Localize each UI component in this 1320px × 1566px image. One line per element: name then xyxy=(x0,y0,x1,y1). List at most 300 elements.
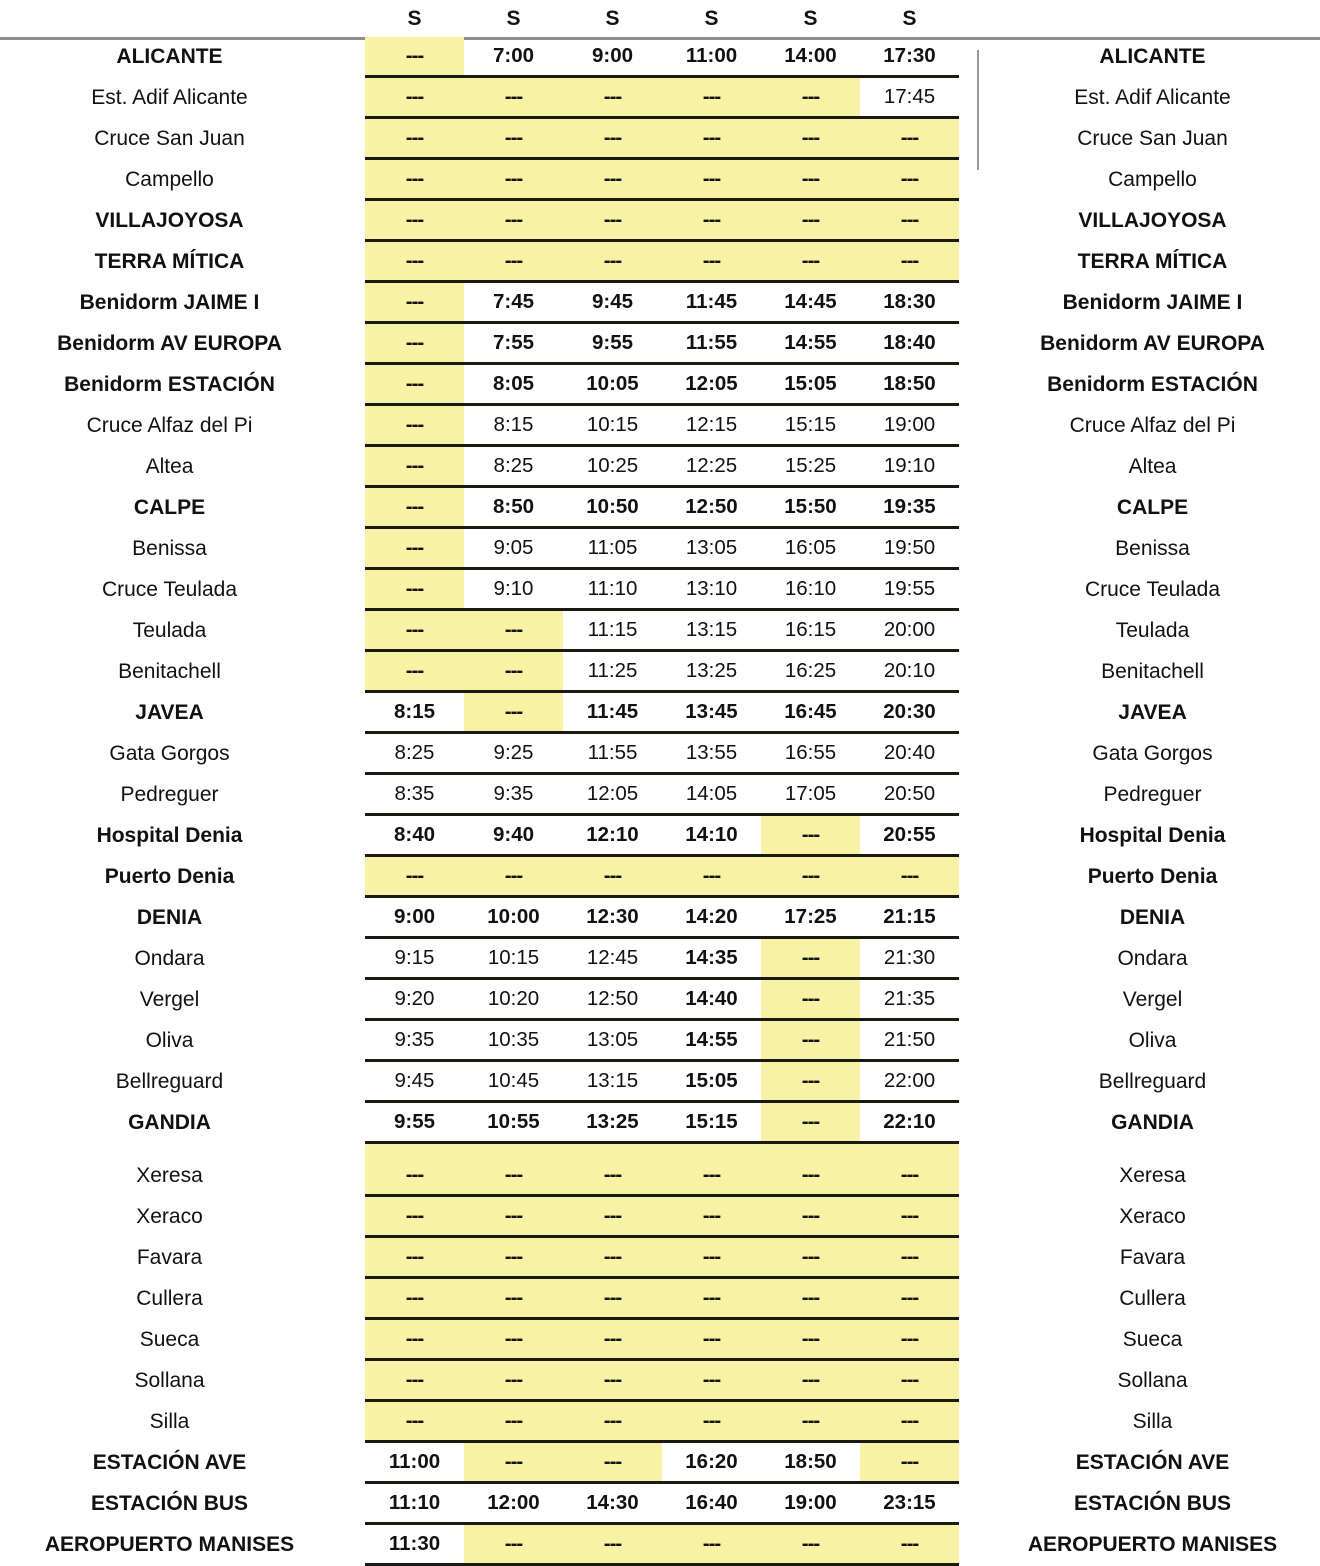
station-label-left: Benidorm JAIME I xyxy=(79,290,260,314)
time-cell: 12:10 xyxy=(563,815,662,856)
time-cell: 12:05 xyxy=(563,774,662,815)
time-cell: 12:05 xyxy=(662,364,761,405)
station-label-right: Silla xyxy=(1132,1409,1173,1433)
time-cell: 14:20 xyxy=(662,897,761,938)
time-cell: --- xyxy=(662,1278,761,1319)
table-row xyxy=(0,323,1320,364)
time-cell: --- xyxy=(860,1196,959,1237)
time-cell: 17:45 xyxy=(860,77,959,118)
time-cell: --- xyxy=(860,1401,959,1442)
table-row xyxy=(0,692,1320,733)
time-cell: 7:55 xyxy=(464,323,563,364)
station-label-left: DENIA xyxy=(136,905,203,929)
table-row xyxy=(0,1237,1320,1278)
station-label-left: Silla xyxy=(149,1409,190,1433)
table-row xyxy=(0,938,1320,979)
time-cell: 13:15 xyxy=(563,1061,662,1102)
time-cell: 14:45 xyxy=(761,282,860,323)
time-cell: --- xyxy=(563,1442,662,1483)
time-cell: --- xyxy=(365,1196,464,1237)
time-cell: --- xyxy=(761,118,860,159)
time-cell: --- xyxy=(464,1196,563,1237)
time-cell: 10:50 xyxy=(563,487,662,528)
time-cell: --- xyxy=(662,118,761,159)
time-cell: 13:05 xyxy=(662,528,761,569)
time-cell: 18:50 xyxy=(761,1442,860,1483)
station-label-left: Oliva xyxy=(145,1028,194,1052)
time-cell: 18:40 xyxy=(860,323,959,364)
time-cell: 15:05 xyxy=(761,364,860,405)
time-cell: --- xyxy=(464,1156,563,1196)
time-cell: 15:25 xyxy=(761,446,860,487)
table-row xyxy=(0,1156,1320,1196)
time-cell: 10:05 xyxy=(563,364,662,405)
time-cell: --- xyxy=(365,282,464,323)
station-label-left: ESTACIÓN BUS xyxy=(90,1491,249,1515)
time-cell: 21:15 xyxy=(860,897,959,938)
time-cell: 9:25 xyxy=(464,733,563,774)
station-label-left: Campello xyxy=(125,167,214,191)
station-label-left: Pedreguer xyxy=(120,782,219,806)
table-row xyxy=(0,118,1320,159)
time-cell: --- xyxy=(860,856,959,897)
station-label-right: Teulada xyxy=(1115,618,1190,642)
table-row xyxy=(0,979,1320,1020)
table-row xyxy=(0,528,1320,569)
station-label-right: Vergel xyxy=(1122,987,1183,1011)
time-cell: --- xyxy=(563,1237,662,1278)
table-row xyxy=(0,364,1320,405)
time-cell: 9:20 xyxy=(365,979,464,1020)
time-cell: --- xyxy=(365,446,464,487)
time-cell: 14:55 xyxy=(662,1020,761,1061)
time-cell: 8:50 xyxy=(464,487,563,528)
time-cell: 20:50 xyxy=(860,774,959,815)
time-cell: --- xyxy=(365,610,464,651)
time-cell: --- xyxy=(662,1156,761,1196)
station-label-left: Teulada xyxy=(132,618,207,642)
time-cell: 11:45 xyxy=(563,692,662,733)
time-cell: --- xyxy=(563,1278,662,1319)
table-row xyxy=(0,1524,1320,1565)
station-label-right: Benitachell xyxy=(1101,659,1204,683)
station-label-right: Bellreguard xyxy=(1098,1069,1207,1093)
time-cell: 16:05 xyxy=(761,528,860,569)
time-cell: --- xyxy=(464,856,563,897)
time-cell: 9:35 xyxy=(365,1020,464,1061)
station-label-left: Vergel xyxy=(139,987,200,1011)
time-cell: --- xyxy=(662,159,761,200)
table-row xyxy=(0,1020,1320,1061)
time-cell: --- xyxy=(860,1442,959,1483)
time-cell: 15:05 xyxy=(662,1061,761,1102)
table-row xyxy=(0,1102,1320,1143)
time-cell: 19:35 xyxy=(860,487,959,528)
time-cell: --- xyxy=(761,1278,860,1319)
time-cell: --- xyxy=(662,1360,761,1401)
table-row xyxy=(0,856,1320,897)
time-cell: 12:15 xyxy=(662,405,761,446)
time-cell: --- xyxy=(365,1319,464,1360)
station-label-left: ESTACIÓN AVE xyxy=(92,1450,247,1474)
time-cell: 23:15 xyxy=(860,1483,959,1524)
time-cell: 16:40 xyxy=(662,1483,761,1524)
station-label-right: JAVEA xyxy=(1118,700,1187,724)
spacer-cell xyxy=(662,1143,761,1157)
time-cell: --- xyxy=(761,1360,860,1401)
time-cell: 8:25 xyxy=(365,733,464,774)
time-cell: --- xyxy=(563,1156,662,1196)
station-label-right: Puerto Denia xyxy=(1087,864,1218,888)
table-row xyxy=(0,282,1320,323)
time-cell: 20:00 xyxy=(860,610,959,651)
service-mark-3: S xyxy=(605,6,620,30)
service-mark-6: S xyxy=(902,6,917,30)
time-cell: --- xyxy=(365,1360,464,1401)
table-row xyxy=(0,1442,1320,1483)
time-cell: 9:10 xyxy=(464,569,563,610)
time-cell: --- xyxy=(860,1360,959,1401)
time-cell: 9:00 xyxy=(563,37,662,77)
station-label-left: Est. Adif Alicante xyxy=(91,85,248,109)
time-cell: --- xyxy=(761,1156,860,1196)
service-mark-2: S xyxy=(506,6,521,30)
station-label-left: Xeraco xyxy=(136,1204,203,1228)
time-cell: 13:15 xyxy=(662,610,761,651)
time-cell: --- xyxy=(860,1156,959,1196)
time-cell: --- xyxy=(761,815,860,856)
time-cell: 11:30 xyxy=(365,1524,464,1565)
table-row xyxy=(0,446,1320,487)
station-label-right: Benidorm ESTACIÓN xyxy=(1047,372,1258,396)
time-cell: --- xyxy=(365,1278,464,1319)
time-cell: 21:35 xyxy=(860,979,959,1020)
time-cell: --- xyxy=(761,200,860,241)
time-cell: --- xyxy=(761,979,860,1020)
time-cell: 13:55 xyxy=(662,733,761,774)
time-cell: --- xyxy=(464,200,563,241)
table-row xyxy=(0,1401,1320,1442)
time-cell: 13:05 xyxy=(563,1020,662,1061)
time-cell: --- xyxy=(761,856,860,897)
time-cell: 11:25 xyxy=(563,651,662,692)
station-label-left: Benissa xyxy=(132,536,207,560)
time-cell: --- xyxy=(464,610,563,651)
station-label-right: Sollana xyxy=(1117,1368,1188,1392)
time-cell: 14:40 xyxy=(662,979,761,1020)
station-label-right: Benidorm JAIME I xyxy=(1062,290,1243,314)
time-cell: 11:45 xyxy=(662,282,761,323)
time-cell: 10:55 xyxy=(464,1102,563,1143)
header-row xyxy=(0,0,1320,37)
station-label-left: Cruce San Juan xyxy=(94,126,245,150)
time-cell: 22:10 xyxy=(860,1102,959,1143)
time-cell: 11:10 xyxy=(365,1483,464,1524)
row-spacer xyxy=(0,1143,1320,1157)
time-cell: --- xyxy=(563,159,662,200)
time-cell: 14:00 xyxy=(761,37,860,77)
spacer-cell xyxy=(365,1143,464,1157)
time-cell: 14:10 xyxy=(662,815,761,856)
spacer-cell xyxy=(860,1143,959,1157)
spacer-cell xyxy=(563,1143,662,1157)
time-cell: --- xyxy=(761,77,860,118)
header-spacer-left xyxy=(0,0,365,37)
time-cell: --- xyxy=(563,1360,662,1401)
time-cell: 11:00 xyxy=(662,37,761,77)
station-label-left: CALPE xyxy=(133,495,206,519)
table-row xyxy=(0,569,1320,610)
time-cell: 10:15 xyxy=(563,405,662,446)
table-row xyxy=(0,774,1320,815)
time-cell: --- xyxy=(761,1196,860,1237)
time-cell: 11:10 xyxy=(563,569,662,610)
table-row xyxy=(0,37,1320,77)
station-label-right: DENIA xyxy=(1119,905,1186,929)
time-cell: --- xyxy=(464,1237,563,1278)
time-cell: --- xyxy=(761,159,860,200)
table-row xyxy=(0,405,1320,446)
station-label-right: Ondara xyxy=(1117,946,1188,970)
station-label-right: ESTACIÓN AVE xyxy=(1075,1450,1230,1474)
time-cell: --- xyxy=(365,405,464,446)
station-label-left: Benitachell xyxy=(118,659,221,683)
table-row xyxy=(0,1061,1320,1102)
service-mark-5: S xyxy=(803,6,818,30)
table-row xyxy=(0,1360,1320,1401)
time-cell: 7:00 xyxy=(464,37,563,77)
time-cell: 22:00 xyxy=(860,1061,959,1102)
station-label-left: Gata Gorgos xyxy=(109,741,230,765)
time-cell: --- xyxy=(860,118,959,159)
station-label-right: ALICANTE xyxy=(1099,45,1206,69)
station-label-left: Favara xyxy=(136,1245,203,1269)
time-cell: --- xyxy=(563,241,662,282)
time-cell: --- xyxy=(563,1401,662,1442)
station-label-left: Puerto Denia xyxy=(104,864,235,888)
time-cell: 8:35 xyxy=(365,774,464,815)
time-cell: 10:00 xyxy=(464,897,563,938)
spacer-cell xyxy=(761,1143,860,1157)
time-cell: --- xyxy=(464,1524,563,1565)
time-cell: --- xyxy=(464,159,563,200)
time-cell: --- xyxy=(761,1401,860,1442)
time-cell: --- xyxy=(662,77,761,118)
time-cell: --- xyxy=(365,323,464,364)
time-cell: --- xyxy=(365,856,464,897)
time-cell: 11:55 xyxy=(563,733,662,774)
time-cell: 9:00 xyxy=(365,897,464,938)
time-cell: 9:05 xyxy=(464,528,563,569)
station-label-right: ESTACIÓN BUS xyxy=(1073,1491,1232,1515)
time-cell: --- xyxy=(365,487,464,528)
time-cell: --- xyxy=(464,241,563,282)
time-cell: 8:05 xyxy=(464,364,563,405)
time-cell: 13:45 xyxy=(662,692,761,733)
time-cell: 8:15 xyxy=(464,405,563,446)
station-label-left: Hospital Denia xyxy=(96,823,243,847)
time-cell: --- xyxy=(860,1524,959,1565)
time-cell: --- xyxy=(860,1237,959,1278)
time-cell: --- xyxy=(464,77,563,118)
station-label-left: Xeresa xyxy=(136,1164,203,1188)
time-cell: 14:35 xyxy=(662,938,761,979)
station-label-left: GANDIA xyxy=(128,1110,211,1134)
time-cell: --- xyxy=(761,1319,860,1360)
time-cell: --- xyxy=(761,1524,860,1565)
time-cell: 11:55 xyxy=(662,323,761,364)
station-label-left: Cruce Alfaz del Pi xyxy=(86,413,253,437)
station-label-left: Bellreguard xyxy=(115,1069,224,1093)
time-cell: 19:00 xyxy=(860,405,959,446)
time-cell: 19:10 xyxy=(860,446,959,487)
time-cell: --- xyxy=(365,37,464,77)
station-label-right: Gata Gorgos xyxy=(1092,741,1213,765)
station-label-left: Cruce Teulada xyxy=(101,577,238,601)
time-cell: --- xyxy=(860,241,959,282)
time-cell: --- xyxy=(662,241,761,282)
header-spacer-right xyxy=(959,0,1320,37)
service-mark-1: S xyxy=(407,6,422,30)
time-cell: 16:20 xyxy=(662,1442,761,1483)
time-cell: --- xyxy=(365,200,464,241)
time-cell: 8:15 xyxy=(365,692,464,733)
time-cell: 15:50 xyxy=(761,487,860,528)
time-cell: 17:30 xyxy=(860,37,959,77)
time-cell: 12:45 xyxy=(563,938,662,979)
time-cell: --- xyxy=(860,159,959,200)
time-cell: 12:25 xyxy=(662,446,761,487)
station-label-left: Cullera xyxy=(136,1286,203,1310)
time-cell: 15:15 xyxy=(761,405,860,446)
station-label-left: Benidorm ESTACIÓN xyxy=(64,372,275,396)
station-label-right: Favara xyxy=(1119,1245,1186,1269)
time-cell: --- xyxy=(662,1196,761,1237)
time-cell: 9:15 xyxy=(365,938,464,979)
time-cell: 20:10 xyxy=(860,651,959,692)
time-cell: 14:55 xyxy=(761,323,860,364)
time-cell: --- xyxy=(761,1102,860,1143)
station-label-right: TERRA MÍTICA xyxy=(1077,249,1228,273)
time-cell: 7:45 xyxy=(464,282,563,323)
time-cell: 17:05 xyxy=(761,774,860,815)
table-row xyxy=(0,1319,1320,1360)
station-label-right: Sueca xyxy=(1122,1327,1183,1351)
station-label-right: CALPE xyxy=(1116,495,1189,519)
station-label-right: Campello xyxy=(1108,167,1197,191)
time-cell: --- xyxy=(662,856,761,897)
time-cell: --- xyxy=(464,1319,563,1360)
time-cell: 10:45 xyxy=(464,1061,563,1102)
time-cell: 16:25 xyxy=(761,651,860,692)
time-cell: --- xyxy=(761,938,860,979)
time-cell: --- xyxy=(464,1360,563,1401)
time-cell: 20:55 xyxy=(860,815,959,856)
time-cell: 15:15 xyxy=(662,1102,761,1143)
time-cell: 9:45 xyxy=(563,282,662,323)
time-cell: 10:25 xyxy=(563,446,662,487)
time-cell: 13:25 xyxy=(662,651,761,692)
table-row xyxy=(0,1278,1320,1319)
spacer-right xyxy=(959,1143,1320,1157)
time-cell: 10:15 xyxy=(464,938,563,979)
time-cell: --- xyxy=(365,1156,464,1196)
time-cell: --- xyxy=(365,569,464,610)
time-cell: --- xyxy=(761,1061,860,1102)
time-cell: --- xyxy=(365,241,464,282)
station-label-left: Sueca xyxy=(139,1327,200,1351)
time-cell: --- xyxy=(365,651,464,692)
time-cell: --- xyxy=(563,1196,662,1237)
station-label-right: Cruce Alfaz del Pi xyxy=(1069,413,1236,437)
time-cell: --- xyxy=(365,1237,464,1278)
time-cell: --- xyxy=(860,1319,959,1360)
station-label-right: Oliva xyxy=(1128,1028,1177,1052)
station-label-right: Cruce San Juan xyxy=(1077,126,1228,150)
time-cell: 16:15 xyxy=(761,610,860,651)
time-cell: --- xyxy=(464,1442,563,1483)
time-cell: 19:00 xyxy=(761,1483,860,1524)
time-cell: --- xyxy=(464,118,563,159)
time-cell: 11:05 xyxy=(563,528,662,569)
time-cell: --- xyxy=(662,1524,761,1565)
station-label-right: Est. Adif Alicante xyxy=(1074,85,1231,109)
station-label-left: JAVEA xyxy=(135,700,204,724)
time-cell: --- xyxy=(464,692,563,733)
time-cell: 19:55 xyxy=(860,569,959,610)
service-mark-4: S xyxy=(704,6,719,30)
table-row xyxy=(0,241,1320,282)
time-cell: 9:35 xyxy=(464,774,563,815)
station-label-right: GANDIA xyxy=(1111,1110,1194,1134)
time-cell: 11:00 xyxy=(365,1442,464,1483)
table-row xyxy=(0,1483,1320,1524)
table-row xyxy=(0,487,1320,528)
time-cell: 20:30 xyxy=(860,692,959,733)
time-cell: 12:50 xyxy=(563,979,662,1020)
table-row xyxy=(0,610,1320,651)
table-row xyxy=(0,897,1320,938)
station-label-right: Xeresa xyxy=(1119,1164,1186,1188)
time-cell: 12:50 xyxy=(662,487,761,528)
spacer-cell xyxy=(464,1143,563,1157)
station-label-right: AEROPUERTO MANISES xyxy=(1027,1532,1278,1556)
time-cell: 8:25 xyxy=(464,446,563,487)
time-cell: --- xyxy=(365,528,464,569)
time-cell: --- xyxy=(563,1319,662,1360)
time-cell: --- xyxy=(365,159,464,200)
time-cell: --- xyxy=(563,118,662,159)
time-cell: --- xyxy=(761,1237,860,1278)
time-cell: --- xyxy=(365,77,464,118)
station-label-left: Altea xyxy=(145,454,194,478)
station-label-right: Benissa xyxy=(1115,536,1190,560)
time-cell: --- xyxy=(563,200,662,241)
time-cell: 9:55 xyxy=(563,323,662,364)
table-row xyxy=(0,1196,1320,1237)
station-label-left: VILLAJOYOSA xyxy=(95,208,244,232)
time-cell: 20:40 xyxy=(860,733,959,774)
station-label-left: ALICANTE xyxy=(116,45,223,69)
time-cell: --- xyxy=(464,651,563,692)
time-cell: --- xyxy=(860,1278,959,1319)
time-cell: --- xyxy=(662,200,761,241)
spacer-left xyxy=(0,1143,365,1157)
time-cell: --- xyxy=(662,1237,761,1278)
time-cell: 9:40 xyxy=(464,815,563,856)
time-cell: --- xyxy=(761,241,860,282)
table-row xyxy=(0,200,1320,241)
